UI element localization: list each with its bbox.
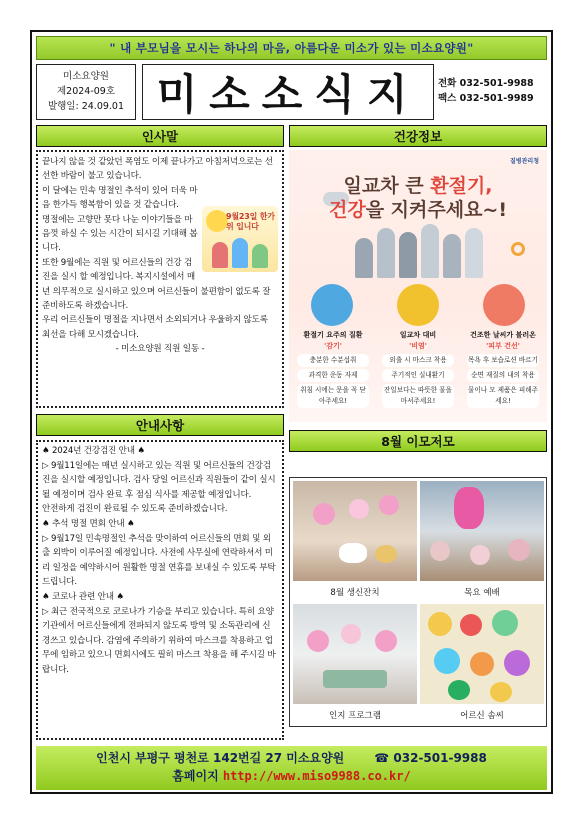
- person-icon: [399, 232, 417, 278]
- tip-item: 물이나 모 제품은 피해주세요!: [467, 384, 539, 408]
- flower-icon: [470, 652, 494, 676]
- org-name: 미소요양원: [63, 71, 109, 82]
- newsletter-title: 미소소식지: [142, 64, 434, 120]
- photo-caption: 인지 프로그램: [329, 711, 381, 721]
- artwork-photo: [420, 604, 544, 704]
- person-icon: [375, 630, 397, 652]
- notice-paragraph: 안전하게 검진이 완료될 수 있도록 준비하겠습니다.: [42, 504, 228, 515]
- flower-icon: [428, 612, 452, 636]
- tip-title: 건조한 날씨가 불러온: [470, 331, 536, 339]
- person-icon: [212, 242, 228, 268]
- flower-icon: [434, 648, 460, 674]
- notice-subheading: ♠ 추석 명절 면회 안내 ♠: [42, 518, 135, 529]
- tip-item: 잔일보다는 따뜻한 물을 마셔주세요!: [382, 384, 454, 408]
- notice-box: [36, 440, 284, 740]
- tip-icons: [289, 284, 547, 324]
- person-icon: [341, 624, 361, 644]
- tip-item: 충분한 수분섭취: [297, 354, 369, 367]
- banner-highlight: 환절기,: [430, 175, 493, 197]
- agency-logo: 질병관리청: [510, 158, 539, 165]
- person-icon: [443, 234, 461, 278]
- tip-title-highlight: '비염': [409, 342, 427, 350]
- photo-gallery: [289, 477, 547, 727]
- performer-icon: [454, 487, 484, 529]
- flower-icon: [504, 650, 530, 676]
- health-banner: [289, 174, 547, 222]
- notice-paragraph: ▷ 9월17일 민속명절인 추석을 맞이하여 어르신들의 면회 및 외출 외박이 이루어질 예정입니다. 사전에 사무실에 연락하셔서 미리 일정을 예약하시어 원활한 명절 연휴를 보내실 수 있도록 부탁드립니다.: [42, 533, 276, 588]
- tip-item: 주기적인 실내환기: [382, 369, 454, 382]
- person-icon: [307, 630, 329, 652]
- greeting-box: [36, 150, 284, 408]
- cake-icon: [339, 543, 367, 563]
- tip-title-highlight: '피부 건선': [486, 342, 520, 350]
- person-icon: [232, 238, 248, 268]
- person-icon: [470, 545, 490, 565]
- fax-number: 팩스 032-501-9989: [438, 93, 534, 104]
- tip-item: 외출 시 마스크 착용: [382, 354, 454, 367]
- hand-lotion-icon: [483, 284, 525, 326]
- tip-item: 순면 재질의 내의 착용: [467, 369, 539, 382]
- footer-address: 인천시 부평구 평천로 142번길 27 미소요양원: [96, 751, 345, 765]
- tip-item: 과격한 운동 자제: [297, 369, 369, 382]
- notice-paragraph: ▷ 최근 전국적으로 코로나가 기승을 부리고 있습니다. 특히 요양기관에서 어르신들에게 전파되지 않도록 방역 및 소독관리에 신경쓰고 있습니다. 감염에 주의하기 위하여 마스크를 착용하고 업무에 임하고 있으니 면회시에도 필히 마스크 착용을 해 주시길 바랍니다.: [42, 606, 276, 675]
- chuseok-illustration: [202, 206, 278, 272]
- person-icon: [377, 228, 395, 278]
- person-icon: [313, 503, 335, 525]
- person-icon: [465, 228, 483, 278]
- birthday-party-photo: [293, 481, 417, 581]
- banner-text: 을 지켜주세요~!: [365, 199, 508, 221]
- tip-column-rhinitis: [378, 330, 458, 410]
- person-icon: [349, 499, 369, 519]
- worship-photo: [420, 481, 544, 581]
- homepage-link[interactable]: http://www.miso9988.co.kr/: [222, 769, 411, 783]
- notice-subheading: ♠ 2024년 건강검진 안내 ♠: [42, 446, 145, 456]
- footer-phone: ☎ 032-501-9988: [374, 751, 487, 765]
- banner-highlight: 건강: [328, 199, 366, 221]
- issue-number: 제2024-09호: [56, 86, 116, 97]
- sun-icon: [511, 242, 525, 256]
- banner-text: 일교차 큰: [343, 175, 431, 197]
- person-icon: [355, 238, 373, 278]
- tip-title-highlight: '감기': [324, 342, 342, 350]
- greeting-paragraph: 우리 어르신들이 명절을 지나면서 소외되거나 우울하지 않도록 최선을 다해 모시겠습니다.: [42, 315, 268, 340]
- people-illustration: [351, 218, 493, 278]
- tip-item: 취침 시에는 문을 꼭 닫아주세요!: [297, 384, 369, 408]
- person-icon: [379, 495, 399, 515]
- photo-caption: 어르신 솜씨: [460, 711, 504, 721]
- person-icon: [430, 541, 450, 561]
- greeting-paragraph: 또한 9월에는 직원 및 어르신들의 건강 검진을 실시 할 예정입니다. 복지시설에서 매년 의무적으로 실시하고 있으며 어르신들이 불편함이 없도록 잘 준비하도록 하겠습니다.: [42, 257, 271, 312]
- homepage-label: 홈페이지: [172, 769, 219, 783]
- greeting-heading: 인사말: [36, 125, 284, 147]
- flower-icon: [490, 682, 512, 702]
- publish-date: 발행일: 24.09.01: [47, 101, 125, 112]
- moon-icon: [206, 210, 228, 232]
- phone-number: 전화 032-501-9988: [438, 78, 534, 89]
- person-icon: [252, 244, 268, 268]
- masthead: [36, 64, 547, 120]
- health-heading: 건강정보: [289, 125, 547, 147]
- flower-icon: [448, 680, 470, 700]
- tip-column-cold: [293, 330, 373, 410]
- issue-info: [36, 64, 136, 120]
- photo-caption: 8월 생신잔치: [330, 588, 380, 598]
- tip-column-psoriasis: [463, 330, 543, 410]
- greeting-signature: - 미소요양원 직원 일동 -: [115, 344, 205, 355]
- table-icon: [323, 670, 387, 688]
- notice-subheading: ♠ 코로나 관련 안내 ♠: [42, 591, 124, 602]
- flower-icon: [460, 614, 482, 636]
- greeting-paragraph: 명절에는 고향만 못다 나눈 이야기들을 마음껏 하실 수 있는 시간이 되시길 기대해 봅니다.: [42, 214, 198, 254]
- fruit-icon: [375, 545, 397, 563]
- illustration-caption: 9월23일 한가위 입니다: [226, 211, 275, 231]
- cognitive-program-photo: [293, 604, 417, 704]
- tip-title: 일교차 대비: [399, 331, 437, 339]
- greeting-paragraph: 이 달에는 민속 명절인 추석이 있어 더욱 마음 한가득 행복함이 있을 것 같습니다.: [42, 185, 198, 211]
- notice-paragraph: ▷ 9월11일에는 매년 실시하고 있는 직원 및 어르신들의 건강검진을 실시할 예정입니다. 검사 당일 어르신과 직원들이 같이 실시될 예정이며 검사 완료 후 점심 식사를 제공할 예정입니다.: [42, 460, 276, 500]
- motto-banner: " 내 부모님을 모시는 하나의 마음, 아름다운 미소가 있는 미소요양원": [36, 36, 547, 60]
- notice-heading: 안내사항: [36, 414, 284, 436]
- mask-icon: [397, 284, 439, 326]
- flower-icon: [492, 610, 518, 636]
- person-icon: [421, 224, 439, 278]
- person-icon: [508, 539, 530, 561]
- water-cup-icon: [311, 284, 353, 326]
- health-poster: [289, 150, 547, 422]
- footer: [36, 746, 547, 790]
- gallery-heading: 8월 이모저모: [289, 430, 547, 452]
- photo-caption: 목요 예배: [464, 588, 500, 598]
- tip-item: 목욕 후 보습로션 바르기: [467, 354, 539, 367]
- tip-title: 환절기 요주의 질환: [303, 331, 363, 339]
- greeting-paragraph: 끝나지 않을 것 같았던 폭염도 이제 끝나가고 아침저녁으로는 선선한 바람이 불고 있습니다.: [42, 157, 273, 182]
- contact-info: [436, 64, 547, 120]
